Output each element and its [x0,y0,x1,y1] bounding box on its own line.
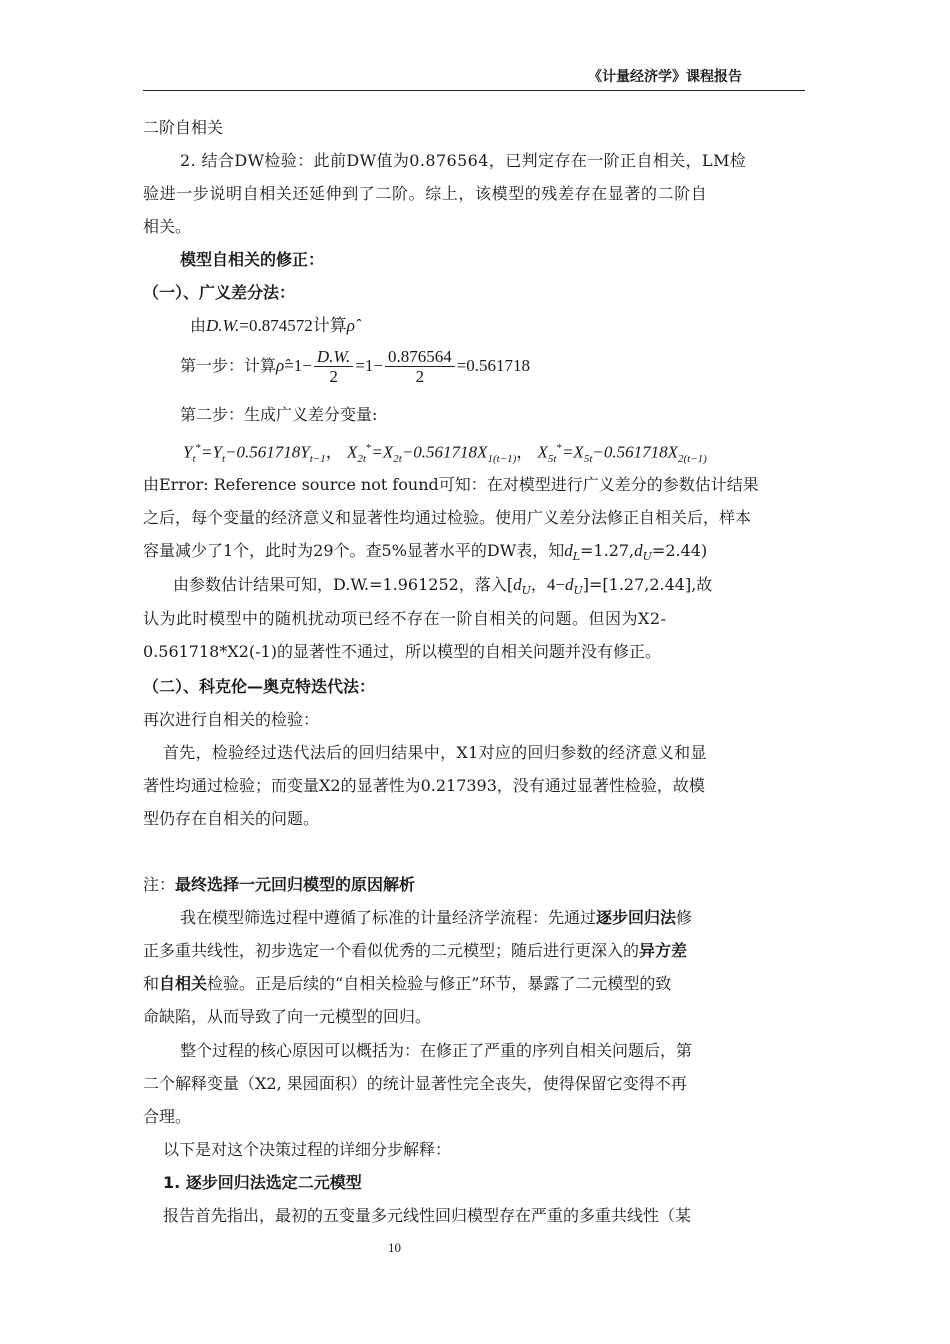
text-line [180,907,692,929]
text-line: 二阶自相关 [143,118,224,137]
text-line: 整个过程的核心原因可以概括为：在修正了严重的序列自相关问题后，第 [180,1041,693,1060]
eq-separator: ， [516,442,534,462]
dl-symbol: d [564,541,573,560]
header-rule [143,90,805,91]
eq-subscript: 2(t−1) [677,453,707,466]
eq-text: −0.561718Y [225,442,310,462]
text-line: 再次进行自相关的检验： [143,710,320,729]
step1-label: 第一步：计算 [180,356,277,375]
eq-superscript: * [195,442,202,454]
eq-subscript: 2t [357,453,366,466]
text-line: 之后，每个变量的经济意义和显著性均通过检验。使用广义差分法修正自相关后，样本 [143,508,752,527]
equation-differencing [183,437,707,470]
text-segment: 4− [546,575,565,594]
eq-subscript: t [192,453,196,466]
eq-text: =1− [355,356,383,375]
eq-subscript: 5t [547,453,557,466]
text-line [143,973,671,995]
equation-dw [190,315,355,337]
text-segment: 容量减少了1个，此时为29个。查5%显著水平的DW表，知 [143,541,565,560]
eq-text: =0.874572计算 [239,316,347,335]
eq-superscript: * [365,442,372,454]
text-segment: 修 [676,908,693,927]
dw-symbol: D.W. [206,316,240,335]
equation-step1 [180,346,530,386]
text-line [143,940,687,962]
eq-separator: ， [325,442,343,462]
text-line [173,574,712,602]
text-segment: 和 [143,974,160,993]
section-heading: 模型自相关的修正： [180,250,325,269]
text-line: 著性均通过检验；而变量X2的显著性为0.217393，没有通过显著性检验，故模 [143,776,705,795]
text-line: 验进一步说明自相关还延伸到了二阶。综上，该模型的残差存在显著的二阶自 [143,184,708,203]
bold-term: 自相关 [159,974,208,993]
eq-subscript: t−1 [309,453,326,466]
fraction-denominator: 2 [329,367,338,386]
fraction-dw [314,347,353,386]
section-heading: （二）、科克伦—奥克特迭代法： [143,677,376,696]
eq-text: =X [561,442,584,462]
text-line: 认为此时模型中的随机扰动项已经不存在一阶自相关的问题。但因为X2- [143,609,667,628]
eq-text: −0.561718X [401,442,488,462]
eq-text: −0.561718X [592,442,678,462]
text-segment: ， [530,575,547,594]
du-value: =2.44) [651,541,708,560]
header-title: 《计量经济学》课程报告 [588,69,742,85]
text-line: 命缺陷，从而导致了向一元模型的回归。 [143,1007,432,1026]
eq-subscript: 5t [583,453,593,466]
bold-term: 逐步回归法 [596,908,677,927]
text-line: 以下是对这个决策过程的详细分步解释： [163,1140,452,1159]
eq-superscript: * [556,442,562,454]
page-number: 10 [388,1240,401,1255]
du-symbol: d [564,575,574,594]
rho-hat-symbol: ρ̂ [276,356,285,375]
bold-term: 异方差 [639,941,688,960]
eq-subscript: 2t [393,453,402,466]
note-title: 最终选择一元回归模型的原因解析 [175,875,416,894]
step2-label: 第二步：生成广义差分变量: [180,405,378,424]
eq-text: =1− [284,356,312,375]
text-line: 2. 结合DW检验：此前DW值为0.876564，已判定存在一阶正自相关，LM检 [180,151,747,170]
text-line: 合理。 [143,1107,192,1126]
note-heading [143,874,415,896]
text-segment: 检验。正是后续的“自相关检验与修正”环节，暴露了二元模型的致 [207,974,672,993]
fraction-value [385,347,455,386]
text-line: 由Error: Reference source not found可知：在对模型进行广义差分的参数估计结果 [143,475,759,494]
fraction-numerator: D.W. [314,347,353,367]
text-segment: 由参数估计结果可知，D.W.=1.961252，落入[ [173,575,514,594]
eq-text: =0.561718 [456,356,531,375]
section-heading: 1. 逐步回归法选定二元模型 [163,1173,362,1192]
text-line: 相关。 [143,217,192,236]
dl-subscript: L [572,550,581,564]
rho-hat-symbol: ρ̂ [346,316,355,335]
note-prefix: 注： [143,875,176,894]
du-subscript: U [521,584,531,598]
section-heading: （一）、广义差分法： [143,283,296,302]
text-line: 报告首先指出，最初的五变量多元线性回归模型存在严重的多重共线性（某 [163,1206,692,1225]
text-segment: 我在模型筛选过程中遵循了标准的计量经济学流程：先通过 [180,908,597,927]
du-subscript: U [573,584,583,598]
text-line: 二个解释变量（X2, 果园面积）的统计显著性完全丧失，使得保留它变得不再 [143,1074,687,1093]
eq-text: =X [371,442,394,462]
du-symbol: d [634,541,643,560]
text-line: 首先，检验经过迭代法后的回归结果中，X1对应的回归参数的经济意义和显 [163,743,707,762]
text-segment: 正多重共线性，初步选定一个看似优秀的二元模型；随后进行更深入的 [143,941,640,960]
fraction-numerator: 0.876564 [385,347,455,367]
du-subscript: U [642,550,652,564]
du-symbol: d [513,575,522,594]
text-line [143,540,707,568]
eq-symbol: Y [183,442,193,462]
eq-text: 由 [190,316,207,335]
eq-symbol: X [346,442,358,462]
text-segment: ]=[1.27,2.44],故 [582,575,713,594]
text-line: 型仍存在自相关的问题。 [143,809,320,828]
text-line: 0.561718*X2(-1)的显著性不通过，所以模型的自相关问题并没有修正。 [143,642,661,661]
dl-value: =1.27, [580,541,635,560]
eq-subscript: t [221,453,226,466]
fraction-denominator: 2 [415,367,425,386]
eq-symbol: X [537,442,548,462]
eq-subscript: 1(t−1) [487,453,517,466]
eq-text: =Y [201,442,222,462]
